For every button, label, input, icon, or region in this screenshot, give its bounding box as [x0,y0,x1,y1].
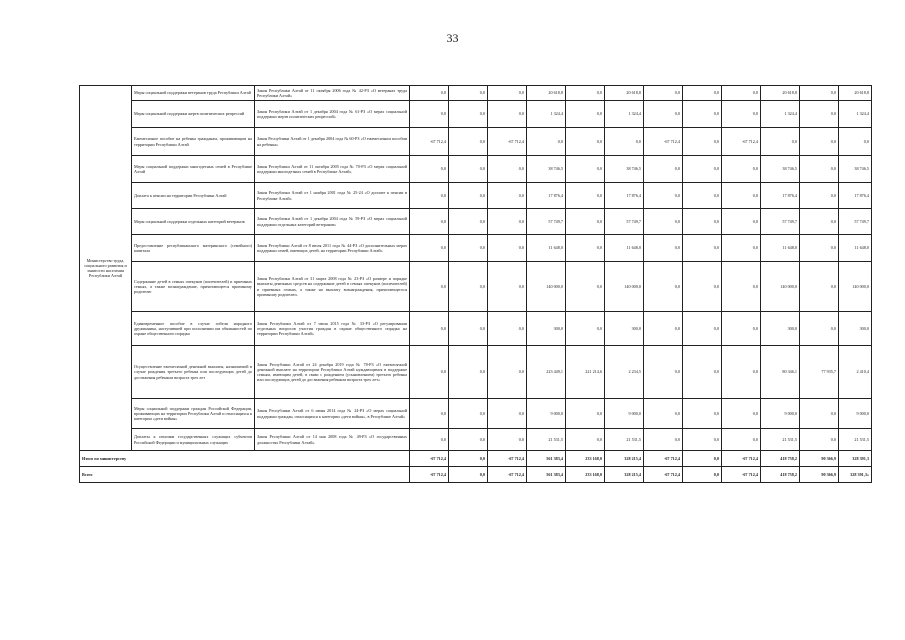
amount-cell: 20 618,8 [605,86,644,101]
amount-cell: 0,0 [410,235,449,262]
table-row [80,183,872,209]
amount-cell: 0,0 [722,399,761,429]
amount-cell: -67 712,4 [410,128,449,156]
amount-cell: 38 746,5 [527,156,566,183]
amount-cell: 0,0 [527,128,566,156]
amount-cell: 0,0 [566,429,605,451]
amount-cell: 21 531,5 [839,429,872,451]
amount-cell: 0,0 [449,312,488,346]
amount-cell: 0,0 [410,399,449,429]
amount-cell: 11 648,0 [527,235,566,262]
total-amount-cell: 90 366,9 [800,451,839,467]
measure-cell: Единовременное пособие в случае гибели народного дружинника, наступившей при исполнении им обязанностей по охране общественного порядка [132,312,255,346]
amount-cell: 300,0 [839,312,872,346]
amount-cell: 17 876,4 [605,183,644,209]
total-amount-cell: -67 712,4 [410,451,449,467]
amount-cell: 0,0 [488,262,527,312]
total-amount-cell: -67 712,4 [488,451,527,467]
amount-cell: -67 712,4 [644,128,683,156]
total-amount-cell: 0,0 [683,467,722,483]
amount-cell: 0,0 [605,128,644,156]
law-cell: Закон Республики Алтай от 11 октября 2006 года № 42-РЗ «О ветеранах труда Республики Алтай» [255,86,410,101]
amount-cell: 0,0 [644,346,683,399]
amount-cell: 0,0 [800,235,839,262]
total-amount-cell: 418 758,2 [761,467,800,483]
table-row [80,429,872,451]
amount-cell: 0,0 [800,101,839,128]
amount-cell: 0,0 [644,235,683,262]
amount-cell: 0,0 [722,346,761,399]
total-amount-cell: -67 712,4 [410,467,449,483]
amount-cell: 0,0 [488,399,527,429]
amount-cell: 0,0 [410,86,449,101]
amount-cell: 0,0 [683,183,722,209]
amount-cell: 0,0 [488,156,527,183]
total-label: Итого по министерству [80,451,410,467]
amount-cell: 0,0 [800,262,839,312]
amount-cell: 0,0 [722,86,761,101]
amount-cell: 0,0 [410,312,449,346]
amount-cell: 0,0 [410,429,449,451]
total-amount-cell: -67 712,4 [644,451,683,467]
amount-cell: 0,0 [800,156,839,183]
amount-cell: 0,0 [839,128,872,156]
total-amount-cell: -67 712,4 [488,467,527,483]
amount-cell: 0,0 [410,156,449,183]
measure-cell: Доплаты к пенсиям государственных служащих субъектов Российской Федерации и муниципальных служащих [132,429,255,451]
measure-cell: Осуществление ежемесячной денежной выплаты, назначаемой в случае рождения третьего ребенка или последующих детей до достижения ребенком возраста трех лет [132,346,255,399]
law-cell: Закон Республики Алтай от 1 декабря 2004 года № 61-РЗ «О мерах социальной поддержки жертв политических репрессий» [255,101,410,128]
ministry-total-row [80,451,872,467]
amount-cell: 0,0 [683,235,722,262]
amount-cell: 20 618,8 [839,86,872,101]
amount-cell: 21 531,5 [761,429,800,451]
amount-cell: 0,0 [410,183,449,209]
amount-cell: 0,0 [683,86,722,101]
amount-cell: 0,0 [488,235,527,262]
amount-cell: 0,0 [683,399,722,429]
total-amount-cell: 418 758,2 [761,451,800,467]
total-amount-cell: 561 383,4 [527,451,566,467]
law-cell: Закон Республики Алтай от 6 июня 2014 года № 24-РЗ «О мерах социальной поддержки граждан, относящихся к категории «дети войны», в Республике Алтай» [255,399,410,429]
measure-cell: Меры социальной поддержки жертв политических репрессий [132,101,255,128]
amount-cell: 0,0 [566,312,605,346]
measure-cell: Ежемесячное пособие на ребенка гражданам, проживающим на территории Республики Алтай [132,128,255,156]
grand-total-row [80,467,872,483]
amount-cell: 9 000,0 [761,399,800,429]
amount-cell: 0,0 [722,183,761,209]
ministry-cell: Министерство труда, социального развития и занятости населения Республики Алтай [80,86,132,451]
measure-cell: Меры социальной поддержки ветеранов труда Республики Алтай [132,86,255,101]
amount-cell: 0,0 [683,429,722,451]
amount-cell: 0,0 [800,86,839,101]
amount-cell: 1 324,4 [761,101,800,128]
amount-cell: 2 410,4 [839,346,872,399]
total-amount-cell: 328 391,3 [839,451,872,467]
amount-cell: 0,0 [683,262,722,312]
table-row [80,101,872,128]
measure-cell: Меры социальной поддержки граждан Российской Федерации, проживающих на территории Республики Алтай и относящихся к категории «дети войны» [132,399,255,429]
measure-cell: Содержание детей в семьях опекунов (попечителей) и приемных семьях, а также вознаграждение, причитающееся приемному родителю [132,262,255,312]
amount-cell: 0,0 [410,209,449,235]
total-amount-cell: 0,0 [449,467,488,483]
amount-cell: 57 749,7 [761,209,800,235]
amount-cell: 0,0 [644,183,683,209]
amount-cell: 77 935,7 [800,346,839,399]
amount-cell: 0,0 [449,101,488,128]
amount-cell: 0,0 [644,429,683,451]
amount-cell: 1 324,4 [527,101,566,128]
amount-cell: 0,0 [566,262,605,312]
table-row [80,128,872,156]
amount-cell: 20 618,8 [527,86,566,101]
total-amount-cell: 0,0 [449,451,488,467]
table-row [80,346,872,399]
amount-cell: 0,0 [488,429,527,451]
amount-cell: 80 346,1 [761,346,800,399]
amount-cell: 0,0 [449,156,488,183]
amount-cell: 11 648,0 [839,235,872,262]
amount-cell: 0,0 [566,101,605,128]
total-amount-cell: -67 712,4 [644,467,683,483]
amount-cell: 38 746,5 [761,156,800,183]
amount-cell: 0,0 [722,312,761,346]
amount-cell: 221 214,6 [566,346,605,399]
amount-cell: 0,0 [800,429,839,451]
total-amount-cell: 233 168,0 [566,467,605,483]
amount-cell: 0,0 [722,235,761,262]
amount-cell: 0,0 [488,101,527,128]
total-amount-cell: -67 712,4 [722,451,761,467]
total-label: Всего [80,467,410,483]
total-amount-cell: 328 215,4 [605,451,644,467]
amount-cell: 0,0 [488,346,527,399]
amount-cell: 57 749,7 [839,209,872,235]
amount-cell: 57 749,7 [527,209,566,235]
amount-cell: 17 876,4 [527,183,566,209]
amount-cell: 0,0 [683,346,722,399]
amount-cell: 11 648,0 [761,235,800,262]
amount-cell: 9 000,0 [527,399,566,429]
amount-cell: 0,0 [449,86,488,101]
amount-cell: 0,0 [449,262,488,312]
total-amount-cell: 561 383,4 [527,467,566,483]
amount-cell: -67 712,4 [488,128,527,156]
amount-cell: 0,0 [449,429,488,451]
amount-cell: 11 648,0 [605,235,644,262]
amount-cell: 0,0 [683,101,722,128]
amount-cell: 0,0 [488,209,527,235]
amount-cell: 0,0 [449,399,488,429]
table-row [80,262,872,312]
table-row [80,235,872,262]
amount-cell: 0,0 [644,399,683,429]
table-row [80,209,872,235]
amount-cell: 0,0 [566,399,605,429]
amount-cell: 0,0 [449,209,488,235]
table-body [80,86,872,483]
total-amount-cell: 328 215,4 [605,467,644,483]
total-amount-cell: 328 391,3» [839,467,872,483]
law-cell: Закон Республики Алтай от 1 декабря 2004 года № 59-РЗ «О мерах социальной поддержки отдельных категорий ветеранов» [255,209,410,235]
amount-cell: 0,0 [566,183,605,209]
table-row [80,156,872,183]
amount-cell: 0,0 [566,235,605,262]
amount-cell: 0,0 [644,101,683,128]
amount-cell: 300,0 [761,312,800,346]
amount-cell: 0,0 [566,86,605,101]
amount-cell: 0,0 [449,346,488,399]
total-amount-cell: -67 712,4 [722,467,761,483]
amount-cell: 17 876,4 [839,183,872,209]
law-cell: Закон Республики Алтай от 14 мая 2008 года № 49-РЗ «О государственных должностях Республики Алтай» [255,429,410,451]
amount-cell: 140 000,0 [605,262,644,312]
amount-cell: 0,0 [566,128,605,156]
amount-cell: 0,0 [449,183,488,209]
amount-cell: 0,0 [683,128,722,156]
amount-cell: 0,0 [449,235,488,262]
amount-cell: 1 324,4 [839,101,872,128]
amount-cell: 0,0 [410,346,449,399]
amount-cell: 0,0 [683,156,722,183]
amount-cell: 140 000,0 [761,262,800,312]
amount-cell: 0,0 [800,209,839,235]
amount-cell: 38 746,5 [605,156,644,183]
amount-cell: 17 876,4 [761,183,800,209]
amount-cell: -67 712,4 [722,128,761,156]
amount-cell: 0,0 [761,128,800,156]
amount-cell: 0,0 [800,128,839,156]
amount-cell: 0,0 [410,101,449,128]
amount-cell: 0,0 [488,86,527,101]
budget-amendments-table [79,85,872,483]
law-cell: Закон Республики Алтай от 8 июля 2011 года № 44-РЗ «О дополнительных мерах поддержки семей, имеющих детей, на территории Республики Алтай» [255,235,410,262]
amount-cell: 0,0 [566,156,605,183]
amount-cell: 0,0 [800,312,839,346]
measure-cell: Меры социальной поддержки отдельных категорий ветеранов [132,209,255,235]
amount-cell: 0,0 [644,312,683,346]
amount-cell: 0,0 [488,183,527,209]
amount-cell: 0,0 [566,209,605,235]
amount-cell: 0,0 [644,156,683,183]
measure-cell: Доплата к пенсии на территории Республики Алтай [132,183,255,209]
law-cell: Закон Республики Алтай от 11 октября 2005 года № 70-РЗ «О мерах социальной поддержки многодетных семей в Республике Алтай» [255,156,410,183]
amount-cell: 0,0 [683,312,722,346]
amount-cell: 0,0 [800,183,839,209]
amount-cell: 0,0 [722,101,761,128]
amount-cell: 140 000,0 [527,262,566,312]
amount-cell: 0,0 [683,209,722,235]
amount-cell: 0,0 [644,86,683,101]
amount-cell: 38 746,5 [839,156,872,183]
amount-cell: 0,0 [800,399,839,429]
amount-cell: 20 618,8 [761,86,800,101]
amount-cell: 9 000,0 [839,399,872,429]
amount-cell: 140 000,0 [839,262,872,312]
amount-cell: 0,0 [722,262,761,312]
table-row [80,86,872,101]
law-cell: Закон Республики Алтай от 1 декабря 2004 года № 60-РЗ «О ежемесячном пособии на ребенка» [255,128,410,156]
measure-cell: Предоставление республиканского материнского (семейного) капитала [132,235,255,262]
total-amount-cell: 233 168,0 [566,451,605,467]
amount-cell: 2 234,5 [605,346,644,399]
amount-cell: 0,0 [488,312,527,346]
amount-cell: 21 531,5 [527,429,566,451]
amount-cell: 21 531,5 [605,429,644,451]
table-row [80,399,872,429]
amount-cell: 0,0 [722,429,761,451]
law-cell: Закон Республики Алтай от 7 июля 2015 года № 33-РЗ «О регулировании отдельных вопросов участия граждан в охране общественного порядка на территории Республики Алтай» [255,312,410,346]
law-cell: Закон Республики Алтай от 1 ноября 2001 года № 25-24 «О доплате к пенсии в Республике Алтай» [255,183,410,209]
measure-cell: Меры социальной поддержки многодетных семей в Республике Алтай [132,156,255,183]
amount-cell: 57 749,7 [605,209,644,235]
amount-cell: 0,0 [644,209,683,235]
amount-cell: 9 000,0 [605,399,644,429]
amount-cell: 0,0 [722,209,761,235]
total-amount-cell: 0,0 [683,451,722,467]
law-cell: Закон Республики Алтай от 31 марта 2008 года № 23-РЗ «О размере и порядке выплаты денежных средств на содержание детей в семьях опекунов (попечителей) и приемных семьях, а также на выплату вознаграждения, причитающегося приемному родителю» [255,262,410,312]
amount-cell: 223 449,1 [527,346,566,399]
amount-cell: 0,0 [410,262,449,312]
amount-cell: 300,0 [527,312,566,346]
total-amount-cell: 90 366,9 [800,467,839,483]
amount-cell: 0,0 [722,156,761,183]
amount-cell: 1 324,4 [605,101,644,128]
amount-cell: 0,0 [449,128,488,156]
page-number: 33 [446,31,459,45]
law-cell: Закон Республики Алтай от 24 декабря 2019 года № 78-РЗ «О ежемесячной денежной выплате на территории Республики Алтай нуждающимся в поддержке семьям, имеющим детей, в связи с рождением (усыновлением) третьего ребенка или последующих детей до достижения ребенком возраста трех лет» [255,346,410,399]
table-row [80,312,872,346]
amount-cell: 0,0 [644,262,683,312]
amount-cell: 300,0 [605,312,644,346]
